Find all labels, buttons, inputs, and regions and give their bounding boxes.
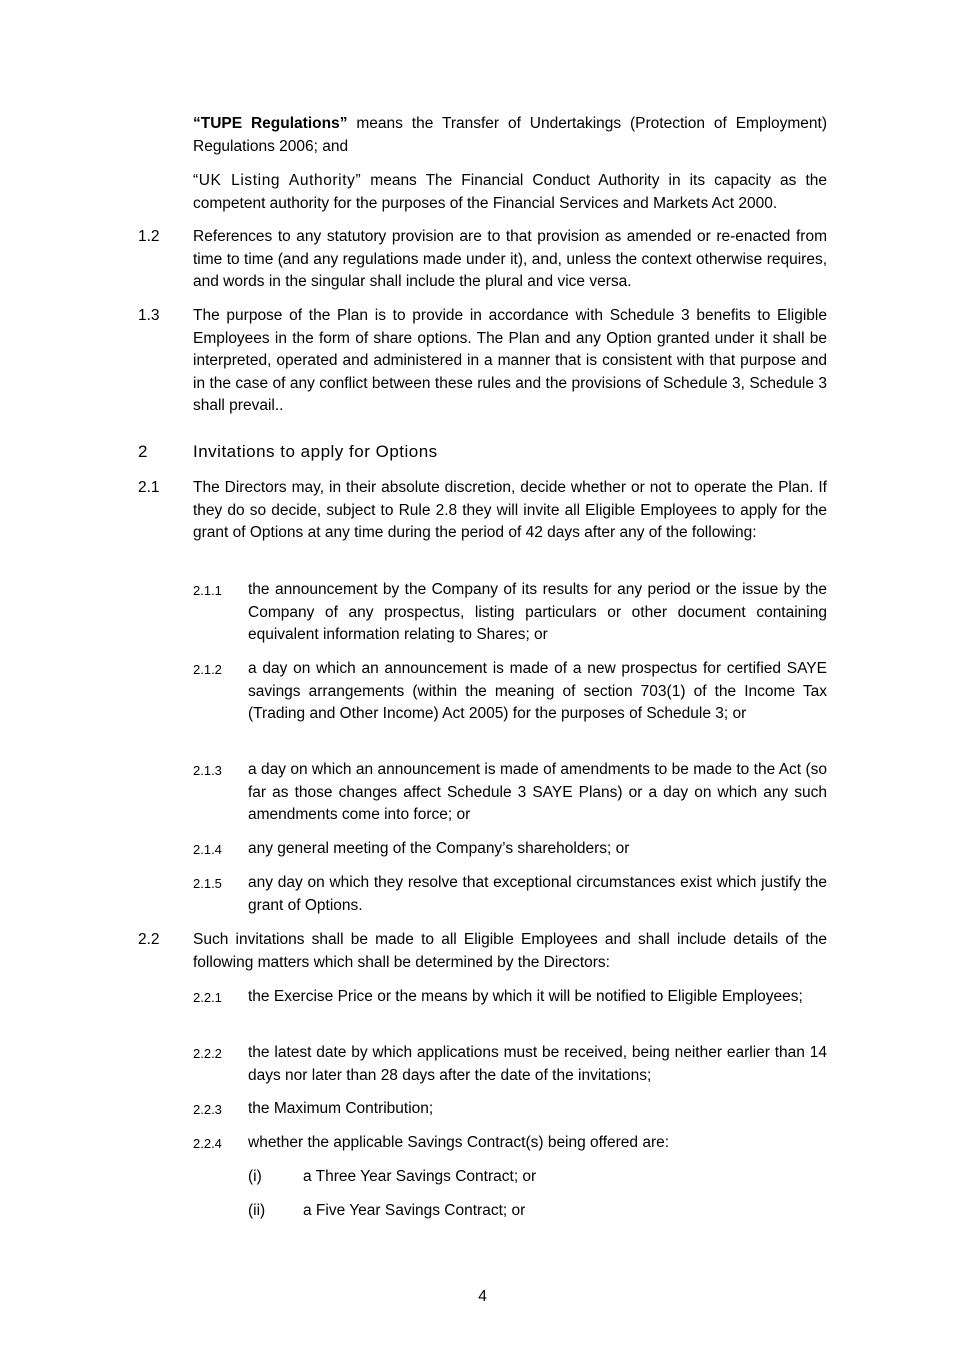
clause-text: the Exercise Price or the means by which it will be notified to Eligible Employees; [248,988,803,1005]
clause-text: a Three Year Savings Contract; or [303,1168,537,1185]
clause-text: the announcement by the Company of its results for any period or the issue by the Company of any prospectus, listing particulars or other document containing equivalent information relating to Shares; or [248,581,827,643]
definition-tupe-regulations [193,113,827,158]
clause-number: (i) [248,1168,262,1185]
definition-text: means the Transfer of Undertakings (Protection of Employment) Regulations 2006; and [193,115,827,155]
definition-term: “TUPE Regulations” [193,115,348,132]
clause-text: The purpose of the Plan is to provide in accordance with Schedule 3 benefits to Eligible Employees in the form of share options. The Plan and any Option granted under it shall be interpreted, operated and administered in a manner that is consistent with that purpose and in the case of any conflict between these rules and the provisions of Schedule 3, Schedule 3 shall prevail.. [193,307,827,414]
clause-text: the Maximum Contribution; [248,1100,434,1117]
clause-number: 2.2.3 [193,1102,222,1117]
section-title: Invitations to apply for Options [193,442,438,461]
clause-number: 2.1.4 [193,842,222,857]
clause-number: (ii) [248,1202,266,1219]
clause-text: the latest date by which applications must be received, being neither earlier than 14 days nor later than 28 days after the date of the invitations; [248,1044,827,1084]
clause-text: whether the applicable Savings Contract(s) being offered are: [248,1134,670,1151]
definition-text: means The Financial Conduct Authority in its capacity as the competent authority for the purposes of the Financial Services and Markets Act 2000. [193,172,827,212]
clause-number: 2.1.2 [193,662,222,677]
clause-number: 2.2.1 [193,990,222,1005]
clause-number: 2.2 [138,931,160,948]
clause-text: a day on which an announcement is made of amendments to be made to the Act (so far as those changes affect Schedule 3 SAYE Plans) or a day on which any such amendments come into force; or [248,761,827,823]
clause-number: 2.1.5 [193,876,222,891]
clause-text: a Five Year Savings Contract; or [303,1202,526,1219]
clause-number: 2.2.4 [193,1136,222,1151]
clause-text: Such invitations shall be made to all Eligible Employees and shall include details of the following matters which shall be determined by the Directors: [193,931,827,971]
section-number: 2 [138,442,148,461]
clause-text: any day on which they resolve that exceptional circumstances exist which justify the grant of Options. [248,874,827,914]
clause-text: The Directors may, in their absolute discretion, decide whether or not to operate the Plan. If they do so decide, subject to Rule 2.8 they will invite all Eligible Employees to apply for the grant of Options at any time during the period of 42 days after any of the following: [193,479,827,541]
clause-text: any general meeting of the Company’s shareholders; or [248,840,630,857]
clause-number: 2.1.3 [193,763,222,778]
clause-number: 2.2.2 [193,1046,222,1061]
clause-number: 2.1.1 [193,583,222,598]
definition-uk-listing-authority [193,170,827,215]
clause-text: References to any statutory provision are to that provision as amended or re-enacted from time to time (and any regulations made under it), and, unless the context otherwise requires, and words in the singular shall include the plural and vice versa. [193,228,827,290]
definition-term: “UK Listing Authority” [193,172,362,189]
clause-number: 1.3 [138,307,160,324]
clause-number: 1.2 [138,228,160,245]
clause-text: a day on which an announcement is made of a new prospectus for certified SAYE savings arrangements (within the meaning of section 703(1) of the Income Tax (Trading and Other Income) Act 2005) for the purposes of Schedule 3; or [248,660,827,722]
page-number: 4 [478,1288,487,1305]
clause-number: 2.1 [138,479,160,496]
